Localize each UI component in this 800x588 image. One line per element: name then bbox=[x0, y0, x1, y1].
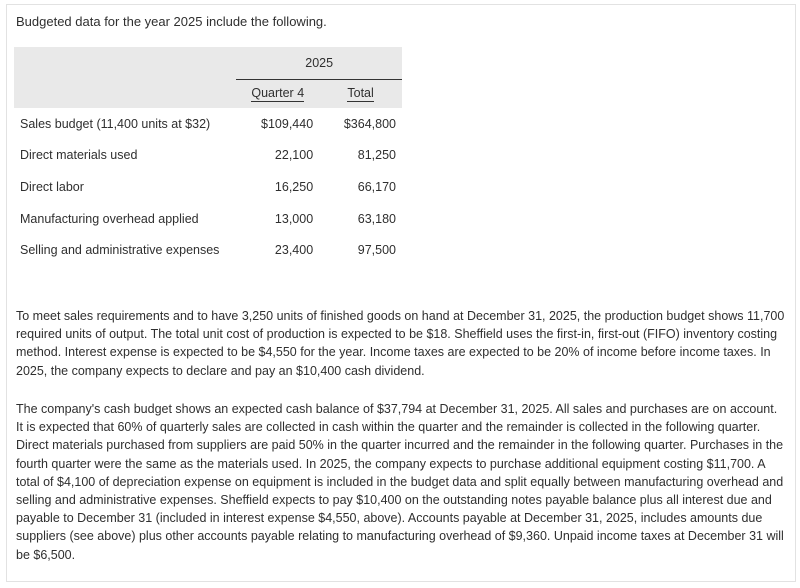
row-q4-value: 23,400 bbox=[274, 243, 314, 258]
row-label: Sales budget (11,400 units at $32) bbox=[20, 116, 211, 131]
row-q4-value: 16,250 bbox=[274, 179, 314, 194]
intro-text: Budgeted data for the year 2025 include the following. bbox=[16, 14, 327, 29]
row-q4-value: $109,440 bbox=[261, 116, 314, 131]
total-header: Total bbox=[347, 86, 374, 100]
paragraph-production-info: To meet sales requirements and to have 3,250 units of finished goods on hand at December 31, 2025, the production budget shows 11,700 required units of output. The total unit cost of production is expected to be $18. Sheffield uses the first-in, first-out (FIFO) inventory costing method. Interest expense is expected to be $4,550 for the year. Income taxes are expected to be 20% of income before income taxes. In 2025, the company expects to declare and pay an $10,400 cash dividend. bbox=[16, 309, 785, 378]
row-total-value: 97,500 bbox=[357, 243, 396, 258]
row-label: Direct labor bbox=[20, 179, 84, 194]
row-label: Selling and administrative expenses bbox=[20, 243, 220, 258]
row-q4-value: 13,000 bbox=[274, 211, 314, 226]
row-label: Manufacturing overhead applied bbox=[20, 211, 199, 226]
budget-table bbox=[14, 47, 402, 266]
row-total-value: 81,250 bbox=[357, 148, 396, 163]
row-label: Direct materials used bbox=[20, 148, 138, 163]
year-header: 2025 bbox=[236, 47, 402, 80]
table-row bbox=[14, 203, 402, 235]
table-row bbox=[14, 140, 402, 172]
table-header-columns-row bbox=[14, 80, 402, 109]
table-row bbox=[14, 108, 402, 140]
quarter4-header: Quarter 4 bbox=[251, 86, 305, 100]
row-total-value: 63,180 bbox=[357, 211, 396, 226]
paragraph-cash-budget-info: The company's cash budget shows an expected cash balance of $37,794 at December 31, 2025. All sales and purchases are on account. It is expected that 60% of quarterly sales are collected in cash within the quarter and the remainder is collected in the following quarter. Direct materials purchased from suppliers are paid 50% in the quarter incurred and the remainder in the following quarter. Purchases in the fourth quarter were the same as the materials used. In 2025, the company expects to purchase additional equipment costing $11,700. A total of $4,100 of depreciation expense on equipment is included in the budget data and split equally between manufacturing overhead and selling and administrative expenses. Sheffield expects to pay $10,400 on the outstanding notes payable balance plus all interest due and payable to December 31 (included in interest expense $4,550, above). Accounts payable at December 31, 2025, includes amounts due suppliers (see above) plus other accounts payable relating to manufacturing overhead of $9,360. Unpaid income taxes at December 31 will be $6,500. bbox=[16, 402, 784, 562]
row-q4-value: 22,100 bbox=[274, 148, 314, 163]
row-total-value: 66,170 bbox=[357, 179, 396, 194]
table-row bbox=[14, 171, 402, 203]
row-total-value: $364,800 bbox=[343, 116, 396, 131]
table-header-year-row bbox=[14, 47, 402, 80]
table-row bbox=[14, 234, 402, 266]
